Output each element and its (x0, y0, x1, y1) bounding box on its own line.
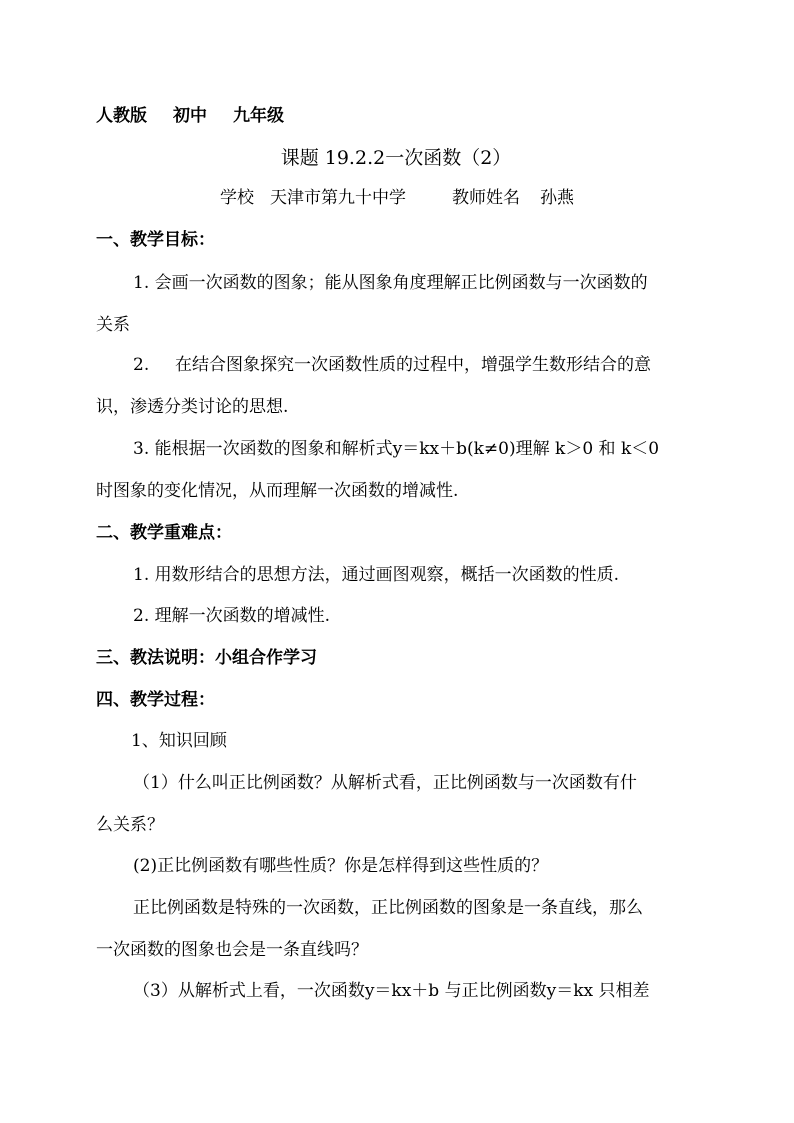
objective-3-line1: 3. 能根据一次函数的图象和解析式y＝kx＋b(k≠0)理解 k＞0 和 k＜0 (133, 439, 660, 459)
question-3-line1: （3）从解析式上看，一次函数y＝kx＋b 与正比例函数y＝kx 只相差 (133, 981, 650, 1001)
question-1-line2: 么关系？ (96, 815, 164, 835)
paragraph-1-line2: 一次函数的图象也会是一条直线吗？ (96, 940, 368, 960)
process-item-1: 1、知识回顾 (131, 731, 227, 751)
keypoints-heading: 二、教学重难点： (96, 523, 232, 543)
teacher-label: 教师姓名 (452, 188, 520, 208)
keypoint-1: 1. 用数形结合的思想方法，通过画图观察，概括一次函数的性质. (133, 565, 620, 585)
objectives-heading: 一、教学目标： (96, 230, 215, 250)
objective-2-text: 在结合图象探究一次函数性质的过程中，增强学生数形结合的意 (175, 355, 651, 375)
teacher-name: 孙燕 (540, 188, 574, 208)
question-1-line1: （1）什么叫正比例函数？从解析式看，正比例函数与一次函数有什 (133, 773, 637, 793)
school-name: 天津市第九十中学 (270, 188, 406, 208)
process-heading: 四、教学过程： (96, 690, 215, 710)
document-header (96, 104, 700, 128)
level-text: 初中 (173, 106, 207, 126)
objective-2-number: 2. (133, 355, 150, 375)
school-label: 学校 (220, 188, 254, 208)
lesson-title (0, 146, 794, 170)
lesson-title-text: 课题 19.2.2一次函数（2） (280, 147, 512, 169)
publisher-text: 人教版 (96, 106, 147, 126)
objective-3-line2: 时图象的变化情况，从而理解一次函数的增减性. (96, 481, 459, 501)
objective-1-line2: 关系 (96, 315, 130, 335)
objective-2-line1 (133, 353, 700, 377)
grade-text: 九年级 (233, 106, 284, 126)
method-heading: 三、教法说明：小组合作学习 (96, 648, 317, 668)
question-2-line1: (2)正比例函数有哪些性质？你是怎样得到这些性质的？ (133, 856, 549, 876)
keypoint-2: 2. 理解一次函数的增减性. (133, 606, 331, 626)
school-info (0, 186, 794, 210)
paragraph-1-line1: 正比例函数是特殊的一次函数，正比例函数的图象是一条直线，那么 (133, 898, 643, 918)
objective-1-line1: 1. 会画一次函数的图象；能从图象角度理解正比例函数与一次函数的 (133, 273, 648, 293)
objective-2-line2: 识，渗透分类讨论的思想. (96, 397, 289, 417)
